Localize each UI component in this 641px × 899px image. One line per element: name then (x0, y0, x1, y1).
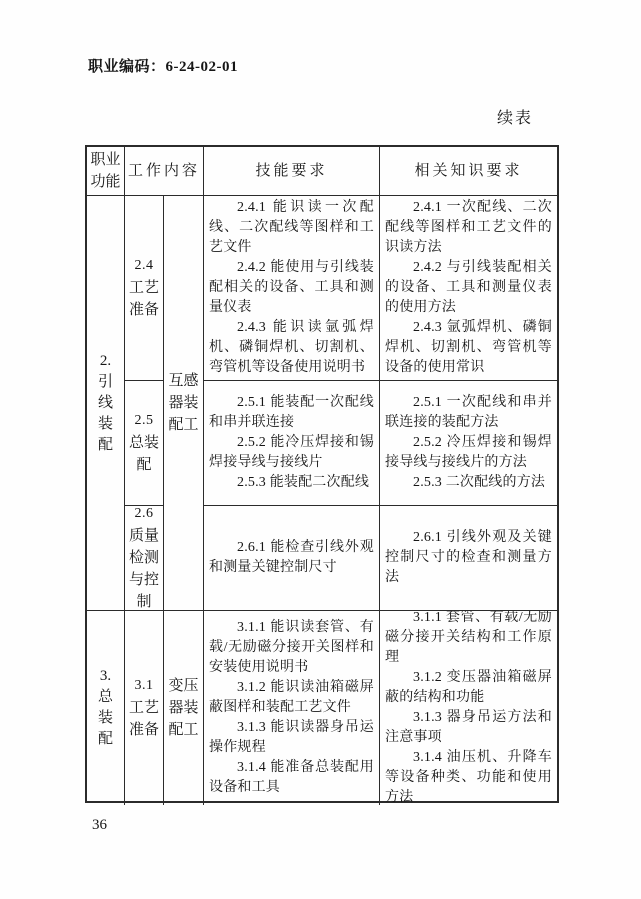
task-3-1-name: 工艺准备 (129, 700, 160, 738)
knowledge-item: 2.5.1 一次配线和串并联连接的装配方法 (385, 395, 552, 430)
knowledge-item: 2.5.2 冷压焊接和锡焊接导线与接线片的方法 (385, 435, 552, 470)
section2-name: 引线装配 (97, 373, 113, 453)
section2-worker-cell (164, 196, 204, 611)
knowledge-2-4-cell (380, 196, 557, 381)
task-2-5-number: 2.5 (134, 413, 154, 428)
task-2-6-number: 2.6 (134, 506, 154, 521)
task-3-1-cell (125, 611, 164, 805)
occupation-code: 职业编码：6-24-02-01 (88, 59, 238, 75)
knowledge-item: 2.5.3 二次配线的方法 (413, 475, 546, 490)
knowledge-item: 3.1.2 变压器油箱磁屏蔽的结构和功能 (385, 670, 552, 705)
header-skill-requirements-label: 技能要求 (255, 163, 328, 179)
header-work-content (125, 147, 204, 196)
knowledge-item: 3.1.4 油压机、升降车等设备种类、功能和使用方法 (385, 750, 552, 805)
header-occupation-function (87, 147, 125, 196)
task-2-6-cell (125, 506, 164, 611)
knowledge-item: 3.1.3 器身吊运方法和注意事项 (385, 710, 552, 745)
section2-function-cell (87, 196, 125, 611)
header-work-content-label: 工作内容 (127, 163, 200, 179)
section2-number: 2. (99, 352, 112, 369)
header-knowledge-requirements-label: 相关知识要求 (414, 163, 523, 179)
section3-name: 总装配 (97, 689, 113, 747)
knowledge-item: 3.1.1 套管、有载/无励磁分接开关结构和工作原理 (385, 611, 552, 665)
skill-item: 2.5.2 能冷压焊接和锡焊接导线与接线片 (209, 435, 374, 470)
skill-item: 2.4.2 能使用与引线装配相关的设备、工具和测量仪表 (209, 260, 374, 315)
requirements-table (85, 145, 559, 803)
knowledge-item: 2.6.1 引线外观及关键控制尺寸的检查和测量方法 (385, 530, 552, 585)
knowledge-3-1-cell (380, 611, 557, 805)
skill-item: 3.1.3 能识读器身吊运操作规程 (209, 720, 374, 755)
header-skill-requirements (204, 147, 380, 196)
knowledge-2-6-cell (380, 506, 557, 611)
header-occupation-function-label: 职业功能 (90, 152, 121, 190)
skill-item: 3.1.4 能准备总装配用设备和工具 (209, 760, 374, 795)
task-2-4-cell (125, 196, 164, 381)
knowledge-2-5-cell (380, 381, 557, 506)
continued-table-label: 续表 (496, 110, 533, 127)
knowledge-item: 2.4.2 与引线装配相关的设备、工具和测量仪表的使用方法 (385, 260, 552, 315)
skill-item: 3.1.2 能识读油箱磁屏蔽图样和装配工艺文件 (209, 680, 374, 715)
task-3-1-number: 3.1 (134, 678, 154, 693)
page-number: 36 (92, 817, 107, 833)
skill-item: 2.6.1 能检查引线外观和测量关键控制尺寸 (209, 540, 374, 575)
section3-function-cell (87, 611, 125, 805)
task-2-4-name: 工艺准备 (129, 280, 160, 318)
skill-item: 2.4.3 能识读氩弧焊机、磷铜焊机、切割机、弯管机等设备使用说明书 (209, 320, 374, 375)
task-2-4-number: 2.4 (134, 258, 154, 273)
section3-number: 3. (99, 668, 112, 684)
skill-item: 2.4.1 能识读一次配线、二次配线等图样和工艺文件 (209, 200, 374, 255)
skills-2-6-cell (204, 506, 380, 611)
skills-3-1-cell (204, 611, 380, 805)
section3-worker-cell (164, 611, 204, 805)
skill-item: 3.1.1 能识读套管、有载/无励磁分接开关图样和安装使用说明书 (209, 620, 374, 675)
knowledge-item: 2.4.3 氩弧焊机、磷铜焊机、切割机、弯管机等设备的使用常识 (385, 320, 552, 375)
skill-item: 2.5.3 能装配二次配线 (237, 475, 370, 490)
skills-2-4-cell (204, 196, 380, 381)
knowledge-item: 2.4.1 一次配线、二次配线等图样和工艺文件的识读方法 (385, 200, 552, 255)
task-2-5-name: 总装配 (129, 435, 160, 473)
header-knowledge-requirements (380, 147, 557, 196)
section2-worker-name: 互感器装配工 (168, 373, 199, 433)
skills-2-5-cell (204, 381, 380, 506)
task-2-5-cell (125, 381, 164, 506)
section3-worker-name: 变压器装配工 (168, 678, 199, 738)
task-2-6-name: 质量检测与控制 (129, 528, 160, 610)
skill-item: 2.5.1 能装配一次配线和串并联连接 (209, 395, 374, 430)
